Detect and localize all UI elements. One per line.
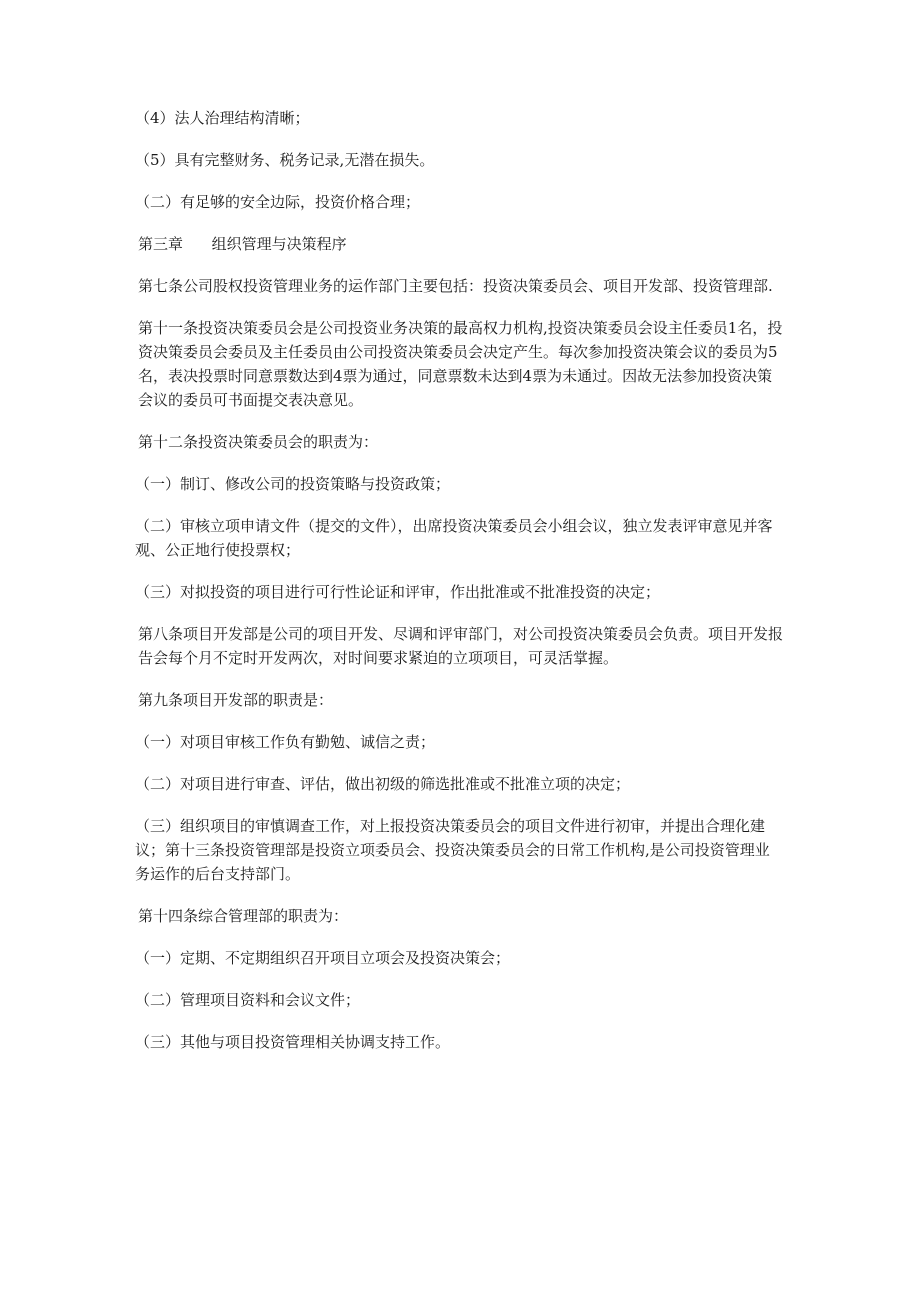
paragraph-list-item: （三）组织项目的审慎调查工作，对上报投资决策委员会的项目文件进行初审，并提出合理化建议；第十三条投资管理部是投资立项委员会、投资决策委员会的日常工作机构,是公司投资管理业务运作的后台支持部门。 [135,817,770,883]
document-body [135,106,784,1072]
paragraph-article: 第八条项目开发部是公司的项目开发、尽调和评审部门，对公司投资决策委员会负责。项目开发报告会每个月不定时开发两次，对时间要求紧迫的立项项目，可灵活掌握。 [138,625,784,667]
paragraph-article: 第七条公司股权投资管理业务的运作部门主要包括：投资决策委员会、项目开发部、投资管理部. [138,277,773,295]
paragraph-article: 第十一条投资决策委员会是公司投资业务决策的最高权力机构,投资决策委员会设主任委员1名，投资决策委员会委员及主任委员由公司投资决策委员会决定产生。每次参加投资决策会议的委员为5名，表决投票时同意票数达到4票为通过，同意票数未达到4票为未通过。因故无法参加投资决策会议的委员可书面提交表决意见。 [138,319,783,409]
paragraph-list-item: （二）管理项目资料和会议文件； [135,991,361,1009]
paragraph-list-item: （5）具有完整财务、税务记录,无潜在损失。 [135,151,435,169]
paragraph-list-item: （二）有足够的安全边际，投资价格合理； [135,193,421,211]
chapter-heading: 第三章 组织管理与决策程序 [138,235,347,253]
paragraph-list-item: （三）其他与项目投资管理相关协调支持工作。 [135,1033,451,1051]
paragraph-list-item: （三）对拟投资的项目进行可行性论证和评审，作出批准或不批准投资的决定； [135,583,661,601]
paragraph-list-item: （4）法人治理结构清晰； [135,109,310,127]
paragraph-article: 第九条项目开发部的职责是： [138,691,334,709]
paragraph-article: 第十二条投资决策委员会的职责为： [138,433,379,451]
paragraph-list-item: （二）审核立项申请文件（提交的文件），出席投资决策委员会小组会议，独立发表评审意见并客观、公正地行使投票权； [135,517,773,559]
paragraph-list-item: （一）定期、不定期组织召开项目立项会及投资决策会； [135,949,511,967]
paragraph-list-item: （一）对项目审核工作负有勤勉、诚信之责； [135,733,436,751]
paragraph-article: 第十四条综合管理部的职责为： [138,907,349,925]
paragraph-list-item: （一）制订、修改公司的投资策略与投资政策； [135,475,451,493]
paragraph-list-item: （二）对项目进行审查、评估，做出初级的筛选批准或不批准立项的决定； [135,775,631,793]
